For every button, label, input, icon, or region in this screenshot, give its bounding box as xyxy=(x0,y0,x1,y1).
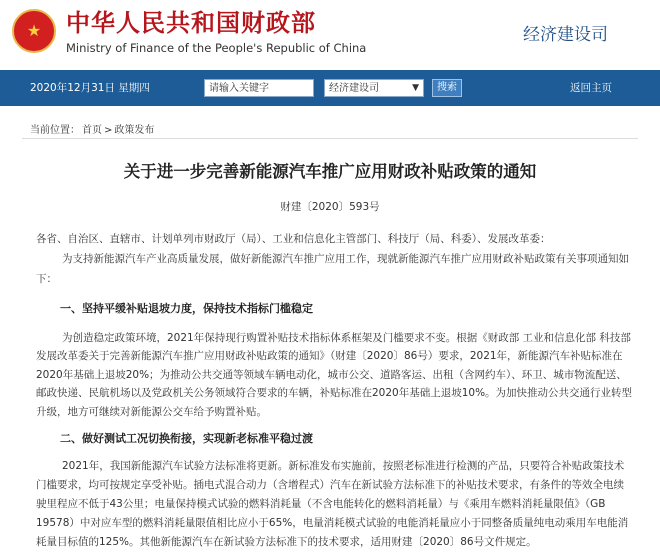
breadcrumb-prefix: 当前位置： xyxy=(30,125,80,136)
section-2-heading: 二、做好测试工况切换衔接，实现新老标准平稳过渡 xyxy=(60,432,313,445)
breadcrumb-home[interactable]: 首页 xyxy=(82,125,102,136)
nav-bar xyxy=(0,70,660,106)
search-input[interactable]: 请输入关键字 xyxy=(204,79,314,97)
breadcrumb-current[interactable]: 政策发布 xyxy=(114,125,155,136)
site-name-en: Ministry of Finance of the People's Republic of China xyxy=(66,41,367,55)
breadcrumb-separator: > xyxy=(104,125,113,136)
national-emblem-icon: ★ xyxy=(12,9,56,53)
home-link[interactable]: 返回主页 xyxy=(570,82,612,94)
article xyxy=(22,138,638,550)
department-select[interactable] xyxy=(324,79,424,97)
channel-title[interactable]: 经济建设司 xyxy=(523,25,608,45)
search-button[interactable]: 搜索 xyxy=(432,79,462,97)
addressee: 各省、自治区、直辖市、计划单列市财政厅（局）、工业和信息化主管部门、科技厅（局、科委）、发展改革委： xyxy=(36,233,551,245)
department-select-value: 经济建设司 xyxy=(329,83,379,94)
breadcrumb xyxy=(30,124,156,138)
section-1-heading: 一、坚持平缓补贴退坡力度，保持技术指标门槛稳定 xyxy=(60,302,313,315)
section-2-body: 2021年，我国新能源汽车试验方法标准将更新。新标准发布实施前，按照老标准进行检测的产品，只要符合补贴政策技术门槛要求，均可按规定享受补贴。插电式混合动力（含增程式）汽车在新试验方法标准下的补贴技术要求，有条件的等效全电续驶里程应不低于43公里；电量保持模式试验的燃料消耗量（不含电能转化的燃料消耗量）与《乘用车燃料消耗量限值》（GB 19578）中对应车型的燃料消耗量限值相比应小于65%，电量消耗模式试验的电能消耗量应小于同整备质量纯电动乘用车电能消耗量目标值的125%。其他新能源汽车在新试验方法标准下的技术要求，适用财建〔2020〕86号文件规定。 xyxy=(36,460,629,548)
chevron-down-icon: ▼ xyxy=(412,83,419,93)
site-header xyxy=(0,0,660,62)
intro-paragraph: 为支持新能源汽车产业高质量发展，做好新能源汽车推广应用工作，现就新能源汽车推广应用财政补贴政策有关事项通知如下： xyxy=(36,253,629,285)
section-1-body: 为创造稳定政策环境，2021年保持现行购置补贴技术指标体系框架及门槛要求不变。根据《财政部 工业和信息化部 科技部 发展改革委关于完善新能源汽车推广应用财政补贴政策的通知》（财建〔2020〕86号）要求，2021年，新能源汽车补贴标准在2020年基础上退坡20%；为推动公共交通等领域车辆电动化，城市公交、道路客运、出租（含网约车）、环卫、城市物流配送、邮政快递、民航机场以及党政机关公务领域符合要求的车辆，补贴标准在2020年基础上退坡10%。为加快推动公共交通行业转型升级，地方可继续对新能源公交车给予购置补贴。 xyxy=(36,332,633,418)
site-name-cn: 中华人民共和国财政部 xyxy=(66,9,316,37)
document-number: 财建〔2020〕593号 xyxy=(280,201,380,213)
current-date: 2020年12月31日 星期四 xyxy=(30,82,150,94)
article-title: 关于进一步完善新能源汽车推广应用财政补贴政策的通知 xyxy=(123,162,537,181)
